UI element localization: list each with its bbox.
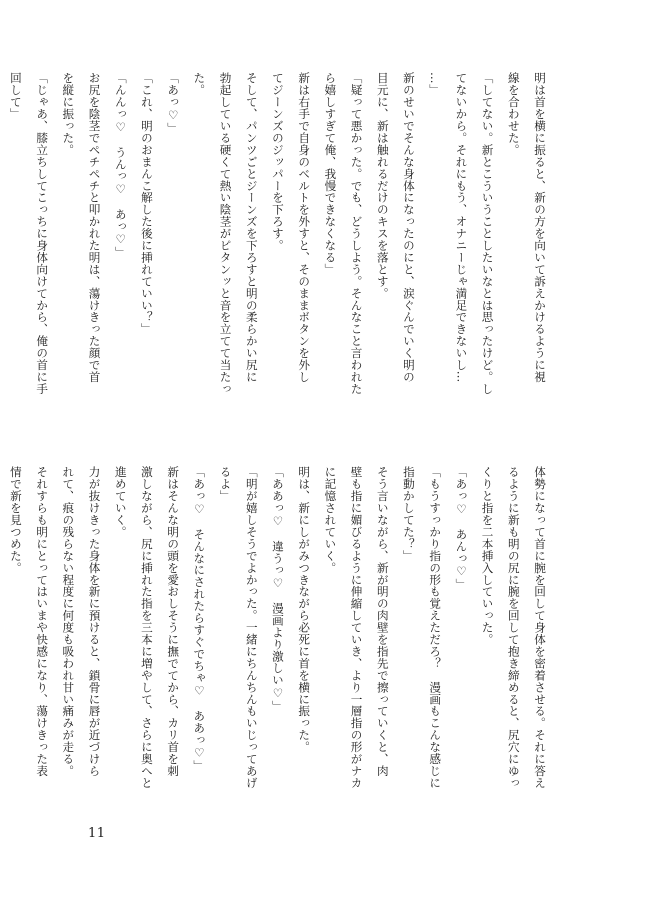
text-line: 新は右手で自身のベルトを外すと、そのままボタンを外し: [297, 72, 312, 383]
text-line: 勃起している硬くて熱い陰茎がピタンッと音を立てて当たっ: [218, 72, 233, 395]
text-line: に記憶されていく。: [323, 466, 338, 574]
text-line: 進めていく。: [113, 466, 128, 538]
text-line: くりと指を二本挿入していった。: [480, 466, 495, 646]
text-line: 新のせいでそんな身体になったのにと、涙ぐんでいく明の: [401, 72, 416, 383]
text-line: 体勢になって首に腕を回して身体を密着させる。それに答え: [533, 466, 547, 789]
text-line: 「もうすっかり指の形も覚えただろ？ 漫画もこんな感じに: [428, 466, 443, 789]
text-line: 「これ、明のおまんこ解した後に挿れていい？」: [139, 72, 154, 335]
text-line: 「明が嬉しそうでよかった。一緒にちんちんもいじってあげ: [244, 466, 259, 789]
text-line: 「あっ♡」: [166, 72, 181, 135]
text-line: るように新も明の尻に腕を回して抱き締めると、尻穴にゆっ: [506, 466, 521, 789]
text-line: 「ああっ♡ 違うっ♡ 漫画より激しい♡」: [270, 466, 285, 713]
text-line: [0, 72, 3, 422]
text-line: 「あっ♡ そんなにされたらすぐでちゃ♡ ああっ♡」: [192, 466, 207, 772]
text-line: れて、痕の残らない程度に何度も吸われ甘い痛みが走る。: [61, 466, 76, 777]
text-line: 「疑って悪かった。でも、どうしよう。そんなこと言われた: [349, 72, 364, 395]
text-line: 激しながら、尻に挿れた指を三本に増やして、さらに奥へと: [139, 466, 154, 789]
text-line: た。: [192, 72, 207, 96]
text-line: …」: [428, 72, 443, 96]
text-line: そして、パンツごとジーンズを下ろすと明の柔らかい尻に: [244, 72, 259, 383]
text-line: 線を合わせた。: [506, 72, 521, 156]
text-line: 「してない。新とこういうことしたいなとは思ったけど。し: [480, 72, 495, 395]
text-block-top: [0, 72, 553, 422]
text-line: を縦に振った。: [61, 72, 76, 156]
text-line: てないから。それにもう、オナニーじゃ満足できないし…: [454, 72, 469, 383]
text-line: 指動かしてた？」: [401, 466, 416, 562]
text-line: 力が抜けきった身体を新に預けると、鎖骨に唇が近づけら: [87, 466, 102, 777]
text-line: 明は、新にしがみつきながら必死に首を横に振った。: [297, 466, 312, 753]
text-line: 「んんっ♡ うんっ♡ あっ♡」: [113, 72, 128, 259]
text-line: 目元に、新は触れるだけのキスを落とす。: [375, 72, 390, 300]
text-block-bottom: [0, 466, 553, 816]
text-line: るよ」: [218, 466, 233, 502]
text-line: [0, 466, 3, 816]
text-line: 「じゃあ、膝立ちしてこっちに身体向けてから、俺の首に手: [35, 72, 50, 395]
text-line: 情で新を見つめた。: [8, 466, 23, 574]
text-line: 「あっ♡ あんっ♡」: [454, 466, 469, 591]
text-line: 壁も指に媚びるように伸縮していき、より一層指の形がナカ: [349, 466, 364, 789]
text-line: 明は首を横に振ると、新の方を向いて訴えかけるように視: [533, 72, 547, 383]
text-line: ら嬉しすぎて俺、我慢できなくなる」: [323, 72, 338, 276]
text-line: てジーンズのジッパーを下ろす。: [270, 72, 285, 252]
text-line: 回して」: [8, 72, 23, 120]
text-line: 新はそんな明の頭を愛おしそうに撫でてから、カリ首を刺: [166, 466, 181, 777]
text-line: そう言いながら、新が明の肉壁を指先で擦っていくと、肉: [375, 466, 390, 777]
text-line: お尻を陰茎でペチペチと叩かれた明は、蕩けきった顔で首: [87, 72, 102, 383]
text-line: それすらも明にとってはいまや快感になり、蕩けきった表: [35, 466, 50, 777]
page-number: 11: [88, 826, 106, 841]
